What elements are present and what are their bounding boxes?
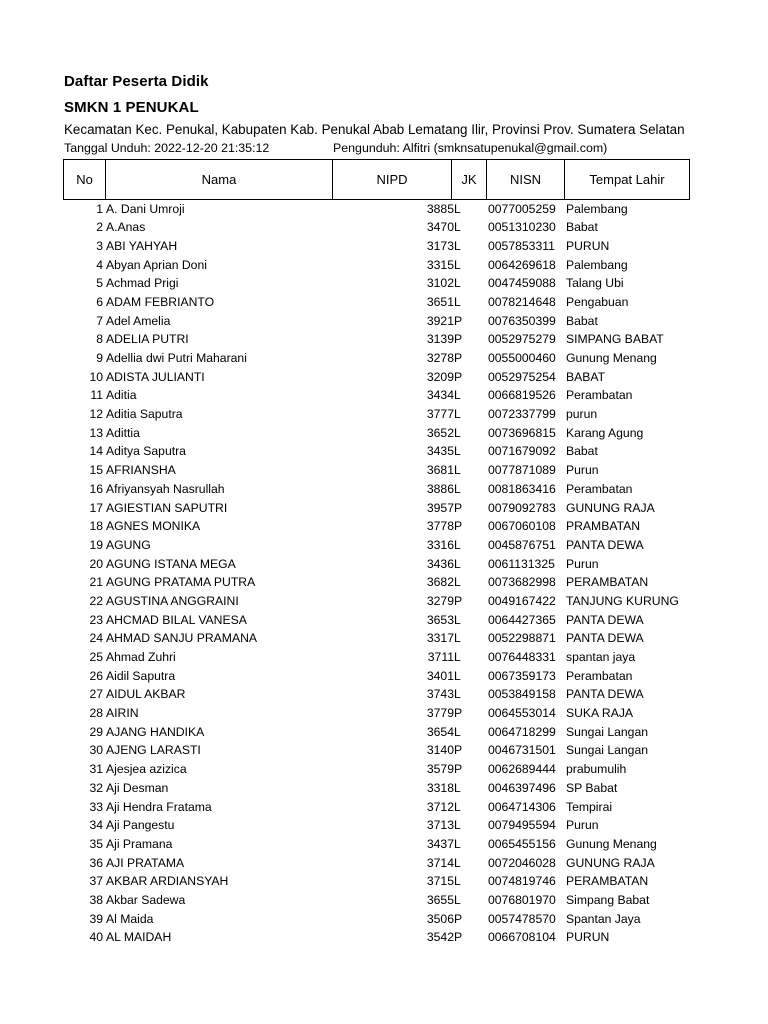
cell-nipd: 3713 bbox=[426, 818, 454, 833]
table-row bbox=[0, 312, 768, 331]
cell-nama: Aditia bbox=[106, 388, 137, 403]
cell-no: 30 bbox=[89, 743, 103, 758]
cell-tempat-lahir: SUKA RAJA bbox=[566, 706, 634, 721]
cell-jk: L bbox=[454, 724, 461, 739]
cell-jk: L bbox=[454, 556, 461, 571]
cell-nisn: 0046731501 bbox=[488, 743, 556, 758]
cell-jk: P bbox=[454, 351, 463, 365]
cell-tempat-lahir: purun bbox=[566, 407, 598, 422]
cell-nisn: 0052975254 bbox=[488, 369, 556, 384]
cell-tempat-lahir: PANTA DEWA bbox=[566, 687, 644, 702]
cell-nisn: 0052298871 bbox=[488, 631, 556, 646]
cell-jk: L bbox=[454, 537, 461, 552]
cell-nama: ADELIA PUTRI bbox=[106, 332, 189, 347]
cell-nisn: 0047459088 bbox=[488, 276, 556, 291]
cell-tempat-lahir: PANTA DEWA bbox=[566, 537, 644, 552]
cell-nipd: 3434 bbox=[426, 388, 454, 403]
cell-no: 9 bbox=[96, 351, 103, 365]
table-row bbox=[0, 573, 768, 592]
cell-jk: L bbox=[454, 780, 461, 795]
cell-nisn: 0057853311 bbox=[488, 238, 555, 253]
table-row bbox=[0, 928, 768, 947]
cell-tempat-lahir: Karang Agung bbox=[566, 425, 644, 440]
cell-tempat-lahir: Babat bbox=[566, 313, 598, 328]
cell-tempat-lahir: Babat bbox=[566, 220, 598, 235]
cell-no: 2 bbox=[96, 220, 103, 235]
cell-nama: A. Dani Umroji bbox=[106, 201, 185, 216]
table-row bbox=[0, 723, 768, 742]
cell-nama: ABI YAHYAH bbox=[106, 238, 178, 253]
cell-tempat-lahir: Perambatan bbox=[566, 481, 633, 496]
column-header-no: No bbox=[64, 160, 106, 200]
table-row bbox=[0, 779, 768, 798]
table-row bbox=[0, 741, 768, 760]
cell-nama: Aji Hendra Fratama bbox=[106, 799, 212, 814]
cell-tempat-lahir: Purun bbox=[566, 556, 599, 571]
cell-jk: L bbox=[454, 388, 461, 403]
table-row bbox=[0, 349, 768, 368]
cell-nama: Aditia Saputra bbox=[106, 407, 183, 422]
column-header-nisn: NISN bbox=[487, 160, 565, 200]
table-row bbox=[0, 330, 768, 349]
cell-tempat-lahir: PURUN bbox=[566, 238, 610, 253]
cell-no: 10 bbox=[89, 369, 103, 384]
table-row bbox=[0, 555, 768, 574]
cell-tempat-lahir: Palembang bbox=[566, 257, 628, 272]
cell-no: 15 bbox=[89, 463, 103, 478]
cell-tempat-lahir: Simpang Babat bbox=[566, 892, 650, 907]
cell-nisn: 0076448331 bbox=[488, 650, 556, 664]
cell-nisn: 0077005259 bbox=[488, 201, 556, 216]
cell-nisn: 0062689444 bbox=[488, 762, 556, 777]
cell-tempat-lahir: GUNUNG RAJA bbox=[566, 500, 655, 515]
table-row bbox=[0, 798, 768, 817]
cell-tempat-lahir: PURUN bbox=[566, 930, 610, 945]
cell-nama: AHCMAD BILAL VANESA bbox=[106, 612, 247, 627]
cell-jk: L bbox=[454, 836, 461, 851]
cell-nama: Aji Desman bbox=[106, 780, 169, 795]
cell-nisn: 0072337799 bbox=[488, 407, 556, 422]
cell-tempat-lahir: PERAMBATAN bbox=[566, 575, 649, 590]
cell-nisn: 0061131325 bbox=[488, 556, 555, 571]
cell-tempat-lahir: PANTA DEWA bbox=[566, 631, 644, 646]
cell-nipd: 3209 bbox=[426, 369, 454, 384]
cell-nisn: 0079495594 bbox=[488, 818, 556, 833]
cell-nisn: 0076350399 bbox=[488, 313, 556, 328]
cell-nipd: 3278 bbox=[426, 351, 454, 365]
table-row bbox=[0, 667, 768, 686]
cell-tempat-lahir: Sungai Langan bbox=[566, 724, 649, 739]
cell-no: 25 bbox=[89, 650, 103, 664]
table-row bbox=[0, 685, 768, 704]
table-row bbox=[0, 854, 768, 873]
cell-tempat-lahir: Spantan Jaya bbox=[566, 911, 641, 926]
cell-tempat-lahir: GUNUNG RAJA bbox=[566, 855, 655, 870]
cell-nisn: 0076801970 bbox=[488, 892, 556, 907]
table-row bbox=[0, 891, 768, 910]
table-row bbox=[0, 536, 768, 555]
cell-nisn: 0078214648 bbox=[488, 294, 556, 309]
cell-no: 32 bbox=[89, 780, 103, 795]
cell-jk: L bbox=[454, 650, 461, 664]
cell-nisn: 0081863416 bbox=[488, 481, 556, 496]
cell-jk: L bbox=[454, 276, 461, 291]
table-row bbox=[0, 835, 768, 854]
cell-no: 16 bbox=[89, 481, 103, 496]
cell-tempat-lahir: TANJUNG KURUNG bbox=[566, 593, 679, 608]
cell-nama: AJI PRATAMA bbox=[106, 855, 185, 870]
cell-no: 8 bbox=[96, 332, 103, 347]
table-row bbox=[0, 200, 768, 219]
cell-jk: L bbox=[454, 818, 461, 833]
cell-nipd: 3542 bbox=[426, 930, 454, 945]
table-row bbox=[0, 461, 768, 480]
cell-nama: AJENG LARASTI bbox=[106, 743, 201, 758]
cell-nisn: 0067359173 bbox=[488, 668, 556, 683]
cell-jk: L bbox=[454, 238, 461, 253]
cell-no: 35 bbox=[89, 836, 103, 851]
cell-nama: Ahmad Zuhri bbox=[106, 650, 176, 664]
cell-nipd: 3435 bbox=[426, 444, 454, 459]
cell-nama: Abyan Aprian Doni bbox=[106, 257, 207, 272]
cell-nama: AJANG HANDIKA bbox=[106, 724, 205, 739]
cell-nisn: 0051310230 bbox=[488, 220, 556, 235]
cell-nisn: 0057478570 bbox=[488, 911, 556, 926]
cell-nama: AIDUL AKBAR bbox=[106, 687, 186, 702]
table-header bbox=[63, 159, 690, 200]
cell-jk: P bbox=[454, 706, 463, 721]
cell-nipd: 3579 bbox=[426, 762, 454, 777]
cell-no: 20 bbox=[89, 556, 103, 571]
cell-nipd: 3651 bbox=[426, 294, 454, 309]
cell-jk: L bbox=[454, 407, 461, 422]
cell-tempat-lahir: Talang Ubi bbox=[566, 276, 624, 291]
cell-nama: AGUSTINA ANGGRAINI bbox=[106, 593, 239, 608]
table-row bbox=[0, 237, 768, 256]
cell-jk: P bbox=[454, 930, 463, 945]
cell-nama: Adel Amelia bbox=[106, 313, 171, 328]
cell-no: 26 bbox=[89, 668, 103, 683]
cell-jk: L bbox=[454, 892, 461, 907]
table-row bbox=[0, 405, 768, 424]
cell-jk: P bbox=[454, 762, 463, 777]
cell-jk: L bbox=[454, 463, 461, 478]
cell-nipd: 3715 bbox=[426, 874, 454, 889]
cell-no: 31 bbox=[89, 762, 103, 777]
column-header-tempat-lahir: Tempat Lahir bbox=[565, 160, 690, 200]
cell-nama: Aditya Saputra bbox=[106, 444, 186, 459]
cell-nipd: 3401 bbox=[426, 668, 454, 683]
cell-nisn: 0045876751 bbox=[488, 537, 556, 552]
cell-nisn: 0066819526 bbox=[488, 388, 556, 403]
table-row bbox=[0, 816, 768, 835]
cell-nama: AGIESTIAN SAPUTRI bbox=[106, 500, 228, 515]
cell-nama: Adellia dwi Putri Maharani bbox=[106, 351, 247, 365]
column-header-jk: JK bbox=[452, 160, 487, 200]
cell-nipd: 3778 bbox=[426, 519, 454, 534]
cell-nipd: 3712 bbox=[426, 799, 454, 814]
cell-tempat-lahir: Palembang bbox=[566, 201, 628, 216]
cell-nama: A.Anas bbox=[106, 220, 146, 235]
cell-no: 11 bbox=[90, 388, 103, 403]
cell-nipd: 3653 bbox=[426, 612, 454, 627]
cell-nama: AGUNG ISTANA MEGA bbox=[106, 556, 236, 571]
cell-nipd: 3779 bbox=[426, 706, 454, 721]
cell-jk: L bbox=[454, 201, 461, 216]
cell-nipd: 3655 bbox=[426, 892, 454, 907]
cell-tempat-lahir: Gunung Menang bbox=[566, 351, 657, 365]
cell-jk: L bbox=[454, 799, 461, 814]
cell-jk: L bbox=[454, 257, 461, 272]
cell-nipd: 3957 bbox=[426, 500, 454, 515]
cell-nipd: 3682 bbox=[426, 575, 454, 590]
cell-nisn: 0052975279 bbox=[488, 332, 556, 347]
cell-no: 37 bbox=[89, 874, 103, 889]
cell-no: 18 bbox=[89, 519, 103, 534]
table-row bbox=[0, 256, 768, 275]
cell-nisn: 0073696815 bbox=[488, 425, 556, 440]
downloader: Pengunduh: Alfitri (smknsatupenukal@gmail.com) bbox=[333, 141, 608, 155]
cell-nisn: 0073682998 bbox=[488, 575, 556, 590]
cell-nama: AGUNG bbox=[106, 537, 151, 552]
cell-nipd: 3777 bbox=[426, 407, 454, 422]
cell-tempat-lahir: PRAMBATAN bbox=[566, 519, 641, 534]
cell-tempat-lahir: SP Babat bbox=[566, 780, 618, 795]
table-row bbox=[0, 274, 768, 293]
cell-no: 13 bbox=[89, 425, 103, 440]
table-row bbox=[0, 442, 768, 461]
cell-no: 33 bbox=[89, 799, 103, 814]
table-row bbox=[0, 629, 768, 648]
cell-tempat-lahir: Tempirai bbox=[566, 799, 613, 814]
download-date: Tanggal Unduh: 2022-12-20 21:35:12 bbox=[64, 141, 270, 155]
cell-nipd: 3102 bbox=[426, 276, 454, 291]
cell-nisn: 0053849158 bbox=[488, 687, 556, 702]
cell-jk: L bbox=[454, 220, 461, 235]
cell-nipd: 3317 bbox=[426, 631, 454, 646]
cell-no: 5 bbox=[96, 276, 103, 291]
cell-no: 7 bbox=[96, 313, 103, 328]
cell-nama: ADAM FEBRIANTO bbox=[106, 294, 215, 309]
cell-nisn: 0064718299 bbox=[488, 724, 556, 739]
column-header-nipd: NIPD bbox=[333, 160, 452, 200]
cell-jk: P bbox=[454, 313, 463, 328]
table-row bbox=[0, 424, 768, 443]
cell-nama: Al Maida bbox=[106, 911, 154, 926]
cell-no: 14 bbox=[89, 444, 103, 459]
cell-jk: L bbox=[454, 668, 461, 683]
cell-tempat-lahir: spantan jaya bbox=[566, 650, 636, 664]
cell-nama: Adittia bbox=[106, 425, 140, 440]
cell-nipd: 3714 bbox=[426, 855, 454, 870]
cell-tempat-lahir: Purun bbox=[566, 818, 599, 833]
cell-nama: AIRIN bbox=[106, 706, 139, 721]
table-row bbox=[0, 592, 768, 611]
cell-nisn: 0065455156 bbox=[488, 836, 556, 851]
cell-tempat-lahir: Gunung Menang bbox=[566, 836, 657, 851]
cell-nama: Afriyansyah Nasrullah bbox=[106, 481, 225, 496]
document-title: Daftar Peserta Didik bbox=[64, 73, 209, 90]
cell-no: 21 bbox=[89, 575, 103, 590]
cell-nipd: 3470 bbox=[426, 220, 454, 235]
cell-nisn: 0064269618 bbox=[488, 257, 556, 272]
cell-nama: AFRIANSHA bbox=[106, 463, 176, 478]
cell-nama: ADISTA JULIANTI bbox=[106, 369, 205, 384]
cell-nipd: 3173 bbox=[426, 238, 454, 253]
cell-tempat-lahir: Babat bbox=[566, 444, 598, 459]
cell-nipd: 3885 bbox=[426, 201, 454, 216]
cell-nipd: 3139 bbox=[426, 332, 454, 347]
cell-tempat-lahir: prabumulih bbox=[566, 762, 627, 777]
cell-no: 19 bbox=[89, 537, 103, 552]
cell-no: 24 bbox=[89, 631, 103, 646]
table-row bbox=[0, 293, 768, 312]
cell-nipd: 3437 bbox=[426, 836, 454, 851]
table-row bbox=[0, 704, 768, 723]
school-name: SMKN 1 PENUKAL bbox=[64, 99, 199, 116]
table-row bbox=[0, 386, 768, 405]
cell-no: 34 bbox=[89, 818, 103, 833]
cell-nama: AKBAR ARDIANSYAH bbox=[106, 874, 229, 889]
table-row bbox=[0, 480, 768, 499]
cell-nipd: 3279 bbox=[426, 593, 454, 608]
cell-no: 39 bbox=[89, 911, 103, 926]
cell-tempat-lahir: PANTA DEWA bbox=[566, 612, 644, 627]
cell-nisn: 0064553014 bbox=[488, 706, 556, 721]
cell-nisn: 0077871089 bbox=[488, 463, 556, 478]
cell-jk: P bbox=[454, 369, 463, 384]
cell-nama: AL MAIDAH bbox=[106, 930, 172, 945]
table-row bbox=[0, 517, 768, 536]
cell-no: 27 bbox=[89, 687, 103, 702]
cell-jk: L bbox=[454, 294, 461, 309]
cell-nama: AGUNG PRATAMA PUTRA bbox=[106, 575, 256, 590]
table-row bbox=[0, 648, 768, 667]
cell-nisn: 0046397496 bbox=[488, 780, 556, 795]
cell-nisn: 0074819746 bbox=[488, 874, 556, 889]
location-line: Kecamatan Kec. Penukal, Kabupaten Kab. Penukal Abab Lematang Ilir, Provinsi Prov. Sumatera Selatan bbox=[64, 122, 685, 137]
cell-no: 29 bbox=[89, 724, 103, 739]
cell-nipd: 3506 bbox=[426, 911, 454, 926]
cell-nipd: 3318 bbox=[426, 780, 454, 795]
cell-no: 23 bbox=[89, 612, 103, 627]
cell-nama: Achmad Prigi bbox=[106, 276, 179, 291]
cell-jk: P bbox=[454, 500, 463, 515]
cell-tempat-lahir: Sungai Langan bbox=[566, 743, 649, 758]
cell-tempat-lahir: Pengabuan bbox=[566, 294, 629, 309]
cell-nipd: 3436 bbox=[426, 556, 454, 571]
cell-jk: L bbox=[454, 855, 461, 870]
cell-jk: L bbox=[454, 425, 461, 440]
cell-nipd: 3886 bbox=[426, 481, 454, 496]
table-row bbox=[0, 499, 768, 518]
cell-nisn: 0066708104 bbox=[488, 930, 556, 945]
cell-tempat-lahir: Perambatan bbox=[566, 668, 633, 683]
cell-tempat-lahir: SIMPANG BABAT bbox=[566, 332, 664, 347]
cell-jk: L bbox=[454, 874, 461, 889]
column-header-nama: Nama bbox=[106, 160, 333, 200]
cell-nisn: 0079092783 bbox=[488, 500, 556, 515]
cell-nipd: 3743 bbox=[426, 687, 454, 702]
cell-tempat-lahir: BABAT bbox=[566, 369, 606, 384]
table-row bbox=[0, 218, 768, 237]
cell-no: 36 bbox=[89, 855, 103, 870]
cell-nama: Aji Pramana bbox=[106, 836, 173, 851]
cell-nama: AHMAD SANJU PRAMANA bbox=[106, 631, 258, 646]
table-row bbox=[0, 872, 768, 891]
cell-jk: L bbox=[454, 631, 461, 646]
table-row bbox=[0, 611, 768, 630]
cell-nisn: 0064427365 bbox=[488, 612, 556, 627]
table-row bbox=[0, 910, 768, 929]
cell-nama: AGNES MONIKA bbox=[106, 519, 201, 534]
cell-nipd: 3316 bbox=[426, 537, 454, 552]
cell-jk: P bbox=[454, 519, 463, 534]
cell-nisn: 0072046028 bbox=[488, 855, 556, 870]
cell-nisn: 0064714306 bbox=[488, 799, 556, 814]
cell-tempat-lahir: Perambatan bbox=[566, 388, 633, 403]
cell-jk: P bbox=[454, 332, 463, 347]
cell-no: 6 bbox=[96, 294, 103, 309]
cell-no: 12 bbox=[89, 407, 103, 422]
cell-tempat-lahir: PERAMBATAN bbox=[566, 874, 649, 889]
cell-nipd: 3921 bbox=[426, 313, 454, 328]
cell-no: 1 bbox=[96, 201, 103, 216]
cell-jk: P bbox=[454, 911, 463, 926]
cell-nipd: 3315 bbox=[426, 257, 454, 272]
table-row bbox=[0, 760, 768, 779]
student-list bbox=[0, 200, 768, 948]
cell-nama: Aidil Saputra bbox=[106, 668, 176, 683]
cell-nisn: 0067060108 bbox=[488, 519, 556, 534]
cell-jk: P bbox=[454, 593, 463, 608]
cell-jk: L bbox=[454, 687, 461, 702]
cell-nipd: 3140 bbox=[426, 743, 454, 758]
cell-jk: P bbox=[454, 743, 463, 758]
cell-nisn: 0071679092 bbox=[488, 444, 556, 459]
cell-nama: Aji Pangestu bbox=[106, 818, 175, 833]
table-row bbox=[0, 368, 768, 387]
cell-jk: L bbox=[454, 575, 461, 590]
cell-nisn: 0055000460 bbox=[488, 351, 556, 365]
cell-no: 40 bbox=[89, 930, 103, 945]
cell-nama: Akbar Sadewa bbox=[106, 892, 186, 907]
cell-nipd: 3681 bbox=[426, 463, 454, 478]
cell-tempat-lahir: Purun bbox=[566, 463, 599, 478]
cell-nipd: 3654 bbox=[426, 724, 454, 739]
cell-nipd: 3652 bbox=[426, 425, 454, 440]
cell-jk: L bbox=[454, 444, 461, 459]
cell-nisn: 0049167422 bbox=[488, 593, 556, 608]
cell-no: 3 bbox=[96, 238, 103, 253]
cell-jk: L bbox=[454, 481, 461, 496]
cell-no: 22 bbox=[89, 593, 103, 608]
cell-jk: L bbox=[454, 612, 461, 627]
cell-no: 38 bbox=[89, 892, 103, 907]
cell-no: 17 bbox=[89, 500, 103, 515]
cell-no: 28 bbox=[89, 706, 103, 721]
cell-nama: Ajesjea azizica bbox=[106, 762, 187, 777]
cell-no: 4 bbox=[96, 257, 103, 272]
cell-nipd: 3711 bbox=[427, 650, 454, 664]
